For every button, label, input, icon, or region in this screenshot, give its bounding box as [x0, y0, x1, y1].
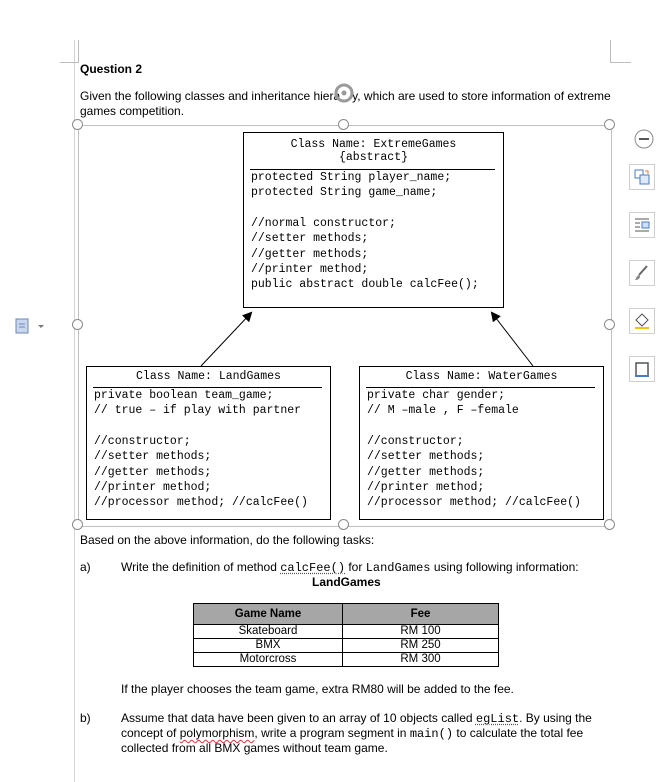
- table-row: BMX RM 250: [194, 639, 499, 653]
- arrow-land-to-base: [201, 313, 251, 366]
- class-title: Class Name: ExtremeGames: [290, 138, 457, 151]
- table-header: Fee: [343, 604, 499, 625]
- class-stereotype: {abstract}: [338, 151, 408, 164]
- class-fields: private boolean team_game; // true – if play with partner: [94, 389, 302, 418]
- paste-options-icon[interactable]: [14, 317, 48, 335]
- text-wrap-icon[interactable]: [629, 212, 655, 238]
- task-b-line1: Assume that data have been given to an array of 10 objects called egList. By using the: [121, 711, 592, 726]
- task-a-text: Write the definition of method calcFee() for LandGames using following information:: [121, 560, 579, 575]
- outline-icon[interactable]: [629, 356, 655, 382]
- class-title: Class Name: WaterGames: [405, 370, 558, 383]
- table-row: Skateboard RM 100: [194, 625, 499, 639]
- fill-color-icon[interactable]: [629, 308, 655, 334]
- task-a-note: If the player chooses the team game, extra RM80 will be added to the fee.: [121, 682, 514, 696]
- class-box-landgames: [86, 366, 331, 520]
- brush-style-icon[interactable]: [629, 260, 655, 286]
- class-methods: //normal constructor; //setter methods; //getter methods; //printer method; public abstract double calcFee();: [251, 217, 479, 292]
- task-b-line3: collected from all BMX games without team game.: [121, 741, 388, 755]
- task-a-label: a): [80, 560, 91, 574]
- class-title: Class Name: LandGames: [136, 370, 281, 383]
- intro-text-line2: games competition.: [80, 104, 185, 118]
- class-fields: private char gender; // M –male , F –female: [367, 389, 519, 418]
- table-caption: LandGames: [312, 575, 381, 589]
- task-b-line2: concept of polymorphism, write a program segment in main() to calculate the total fee: [121, 726, 584, 741]
- table-header: Game Name: [194, 604, 343, 625]
- layout-options-icon[interactable]: [629, 164, 655, 190]
- tasks-lead: Based on the above information, do the following tasks:: [80, 533, 375, 547]
- task-b-label: b): [80, 711, 91, 725]
- arrow-water-to-base: [492, 313, 533, 366]
- intro-text: Given the following classes and inheritance hiera y, which are used to store information of extreme: [80, 89, 611, 103]
- class-methods: //constructor; //setter methods; //getter methods; //printer method; //processor method; //calcFee(): [94, 435, 308, 510]
- fee-table: [193, 603, 499, 667]
- class-box-extremegames: [243, 132, 504, 308]
- table-row: Motorcross RM 300: [194, 653, 499, 667]
- collapse-icon[interactable]: [633, 128, 655, 150]
- question-heading: Question 2: [80, 62, 143, 76]
- class-box-watergames: [359, 366, 604, 520]
- class-methods: //constructor; //setter methods; //getter methods; //printer method; //processor method; //calcFee(): [367, 435, 581, 510]
- class-fields: protected String player_name; protected String game_name;: [251, 171, 452, 200]
